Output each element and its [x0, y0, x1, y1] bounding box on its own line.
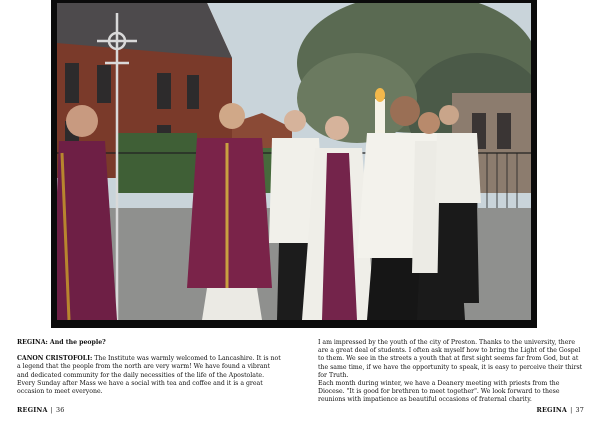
- left-column: [17, 339, 282, 396]
- right-column: [318, 339, 583, 405]
- speaker-name: CANON CRISTOFOLI:: [17, 355, 93, 363]
- page-number-right: 37: [575, 406, 584, 414]
- right-paragraph-1: I am impressed by the youth of the city of Preston. Thanks to the university, there are a great deal of students. I often ask myself how to bring the Light of the Gospel to them. We see in the streets a youth that at first sight seems far from God, but at the same time, if we have the opportunity to speak, it is easy to perceive their thirst for Truth.: [318, 339, 583, 379]
- photo-frame: [51, 0, 537, 328]
- page-number-left: 36: [56, 406, 65, 414]
- footer-right: [536, 406, 584, 414]
- procession-photo-illustration: [57, 3, 531, 320]
- footer-separator-right: |: [570, 406, 573, 414]
- footer-separator-left: |: [50, 406, 53, 414]
- footer-left: [17, 406, 65, 414]
- procession-photo: [57, 3, 531, 320]
- footer-brand-right: REGINA: [536, 406, 568, 414]
- right-paragraph-2: Each month during winter, we have a Deanery meeting with priests from the Diocese. "It is good for brethren to meet together". We look forward to these reunions with impatience as beautiful occasions of fraternal charity.: [318, 380, 560, 404]
- interview-answer: [17, 355, 282, 396]
- interview-question: REGINA: And the people?: [17, 339, 106, 346]
- footer-brand-left: REGINA: [17, 406, 48, 414]
- answer-text: The Institute was warmly welcomed to Lancashire. It is not a legend that the people from the north are very warm! We have found a vibrant and dedicated community for the daily necessities of the life of the Apostolate. Every Sunday after Mass we have a social with tea and coffee and it is a great occasion to meet everyone.: [17, 355, 281, 396]
